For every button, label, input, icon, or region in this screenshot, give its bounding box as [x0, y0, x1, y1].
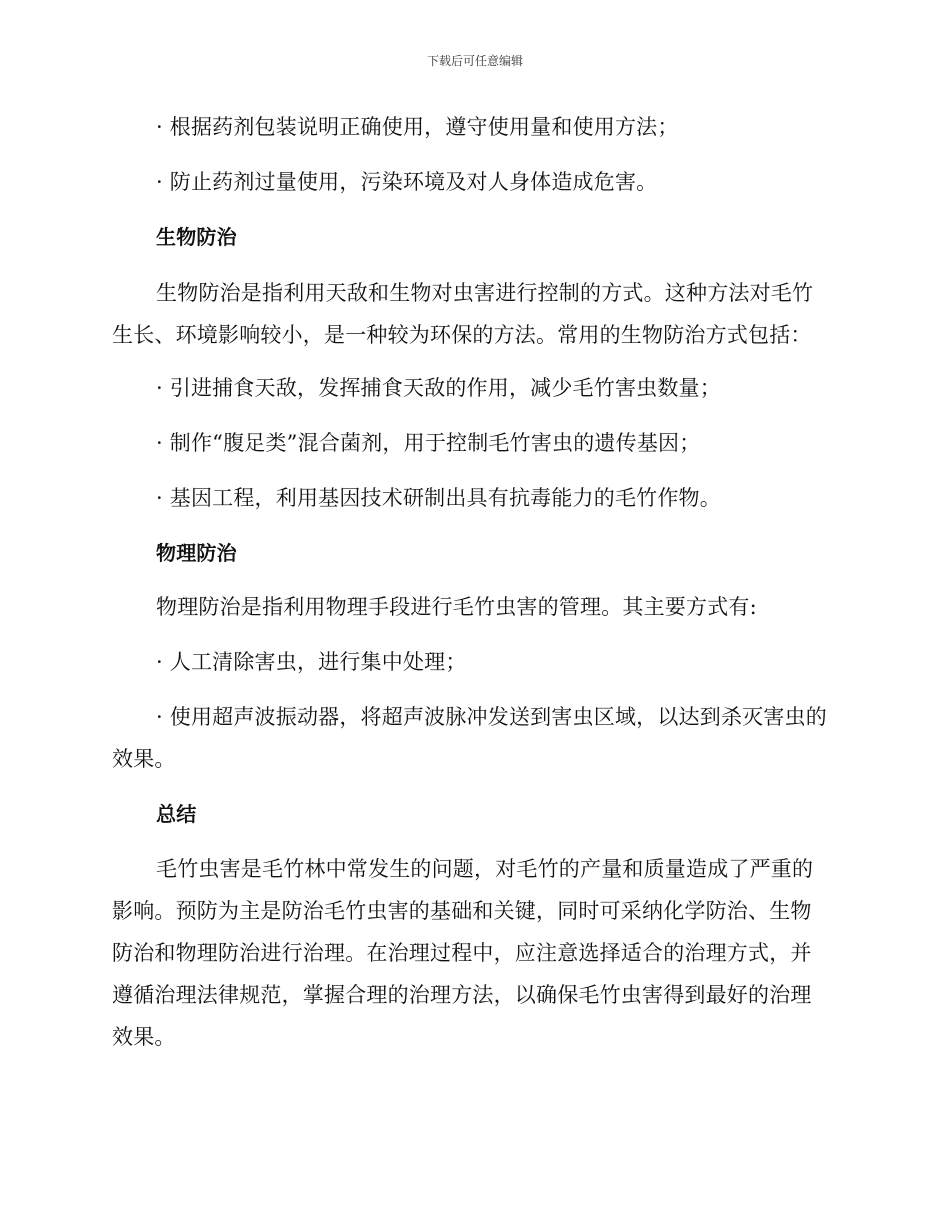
bullet-avoid-overuse: · 防止药剂过量使用，污染环境及对人身体造成危害。 — [156, 170, 658, 194]
bullet-ultrasonic-device: · 使用超声波振动器，将超声波脉冲发送到害虫区域，以达到杀灭害虫的效果。 — [112, 705, 827, 771]
heading-physical-control: 物理防治 — [156, 541, 237, 565]
bullet-natural-predators: · 引进捕食天敌，发挥捕食天敌的作用，减少毛竹害虫数量； — [156, 376, 721, 400]
paragraph-biological-control: 生物防治是指利用天敌和生物对虫害进行控制的方式。这种方法对毛竹生长、环境影响较小，是一种较为环保的方法。常用的生物防治方式包括： — [112, 281, 814, 347]
bullet-manual-removal: · 人工清除害虫，进行集中处理； — [156, 650, 467, 674]
page-header: 下载后可任意编辑 — [426, 54, 523, 68]
bullet-gastropod-agent: · 制作“腹足类”混合菌剂，用于控制毛竹害虫的遗传基因； — [156, 431, 701, 455]
paragraph-physical-control: 物理防治是指利用物理手段进行毛竹虫害的管理。其主要方式有: — [156, 595, 757, 619]
heading-biological-control: 生物防治 — [156, 225, 237, 249]
heading-summary: 总结 — [156, 802, 197, 826]
bullet-genetic-engineering: · 基因工程，利用基因技术研制出具有抗毒能力的毛竹作物。 — [156, 486, 721, 510]
paragraph-summary: 毛竹虫害是毛竹林中常发生的问题，对毛竹的产量和质量造成了严重的影响。预防为主是防治毛竹虫害的基础和关键，同时可采纳化学防治、生物防治和物理防治进行治理。在治理过程中，应注意选择适合的治理方式，并遵循治理法律规范，掌握合理的治理方法，以确保毛竹虫害得到最好的治理效果。 — [112, 857, 814, 1049]
bullet-usage-instructions: · 根据药剂包装说明正确使用，遵守使用量和使用方法； — [156, 115, 679, 139]
